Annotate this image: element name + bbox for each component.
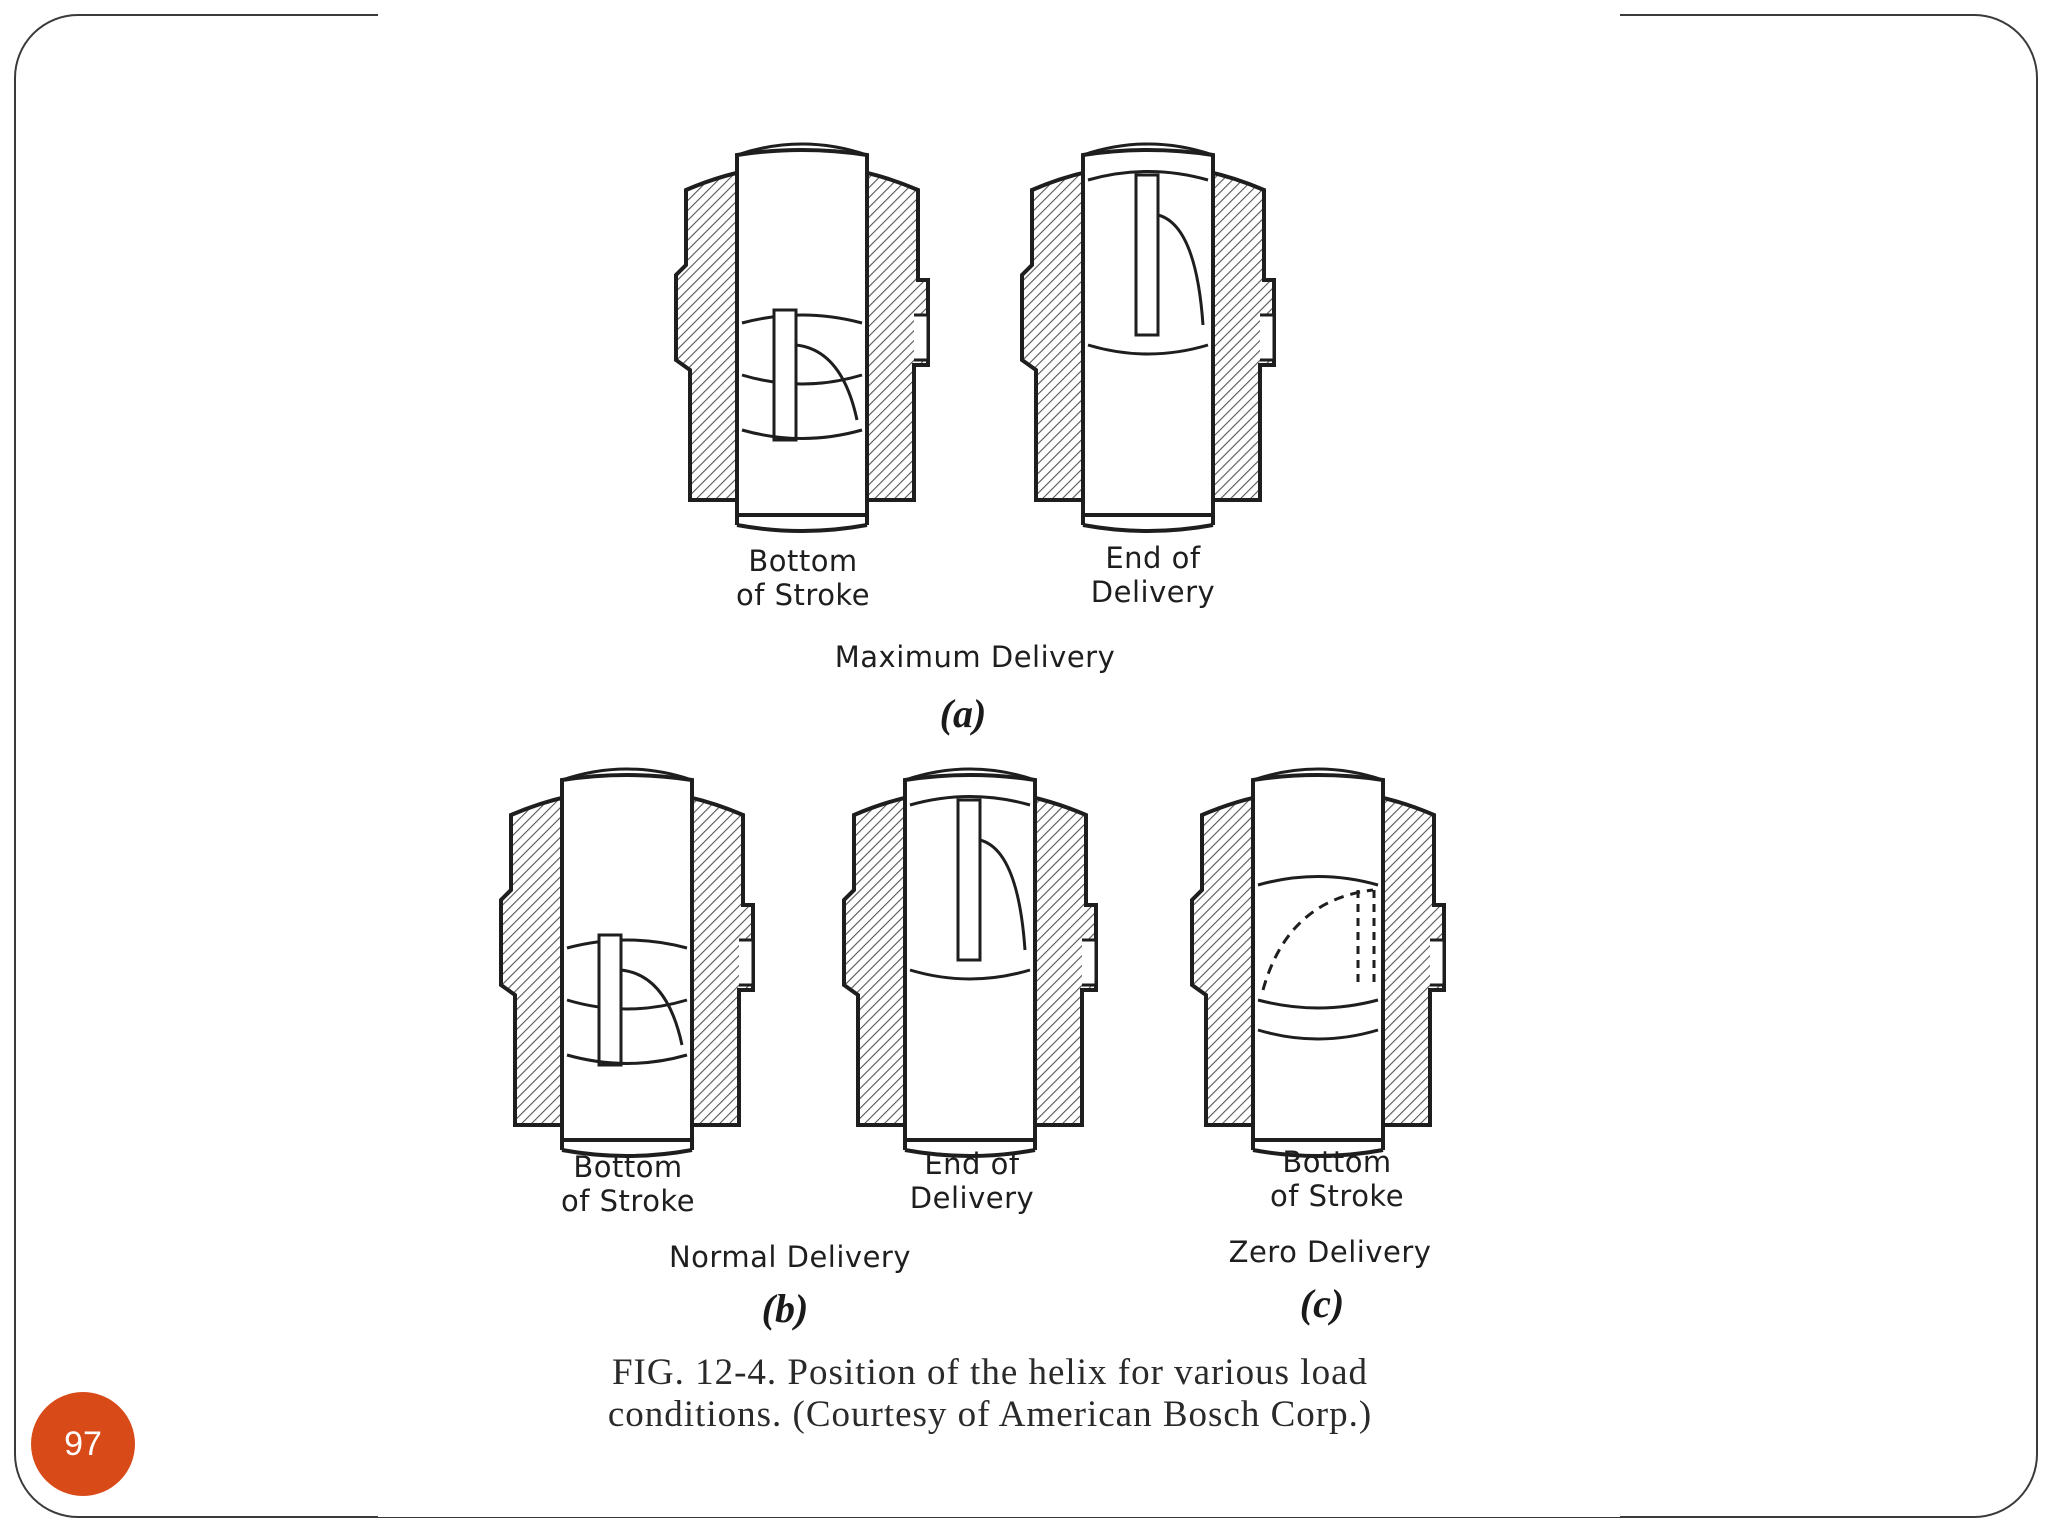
label-b-end-of-delivery: End of Delivery (909, 1147, 1035, 1215)
group-label-normal-delivery: Normal Delivery (668, 1240, 912, 1274)
label-a-end-of-delivery: End of Delivery (1090, 541, 1216, 609)
part-label-b: (b) (761, 1286, 809, 1331)
pump-b-end (844, 769, 1096, 1156)
part-label-a: (a) (939, 691, 987, 736)
page-number-badge: 97 (31, 1392, 135, 1496)
group-label-zero-delivery: Zero Delivery (1228, 1235, 1432, 1269)
group-label-maximum-delivery: Maximum Delivery (834, 640, 1116, 674)
label-b-bottom-of-stroke: Bottom of Stroke (560, 1150, 696, 1218)
pump-a-end (1022, 144, 1274, 531)
label-c-bottom-of-stroke: Bottom of Stroke (1269, 1145, 1405, 1213)
pump-a-bottom (676, 144, 928, 531)
figure-caption: FIG. 12-4. Position of the helix for various load conditions. (Courtesy of American Bosch Corp.) (607, 1352, 1373, 1435)
pump-c-zero (1192, 769, 1444, 1156)
part-label-c: (c) (1299, 1281, 1345, 1326)
label-a-bottom-of-stroke: Bottom of Stroke (735, 544, 871, 612)
pump-b-bottom (501, 769, 753, 1156)
